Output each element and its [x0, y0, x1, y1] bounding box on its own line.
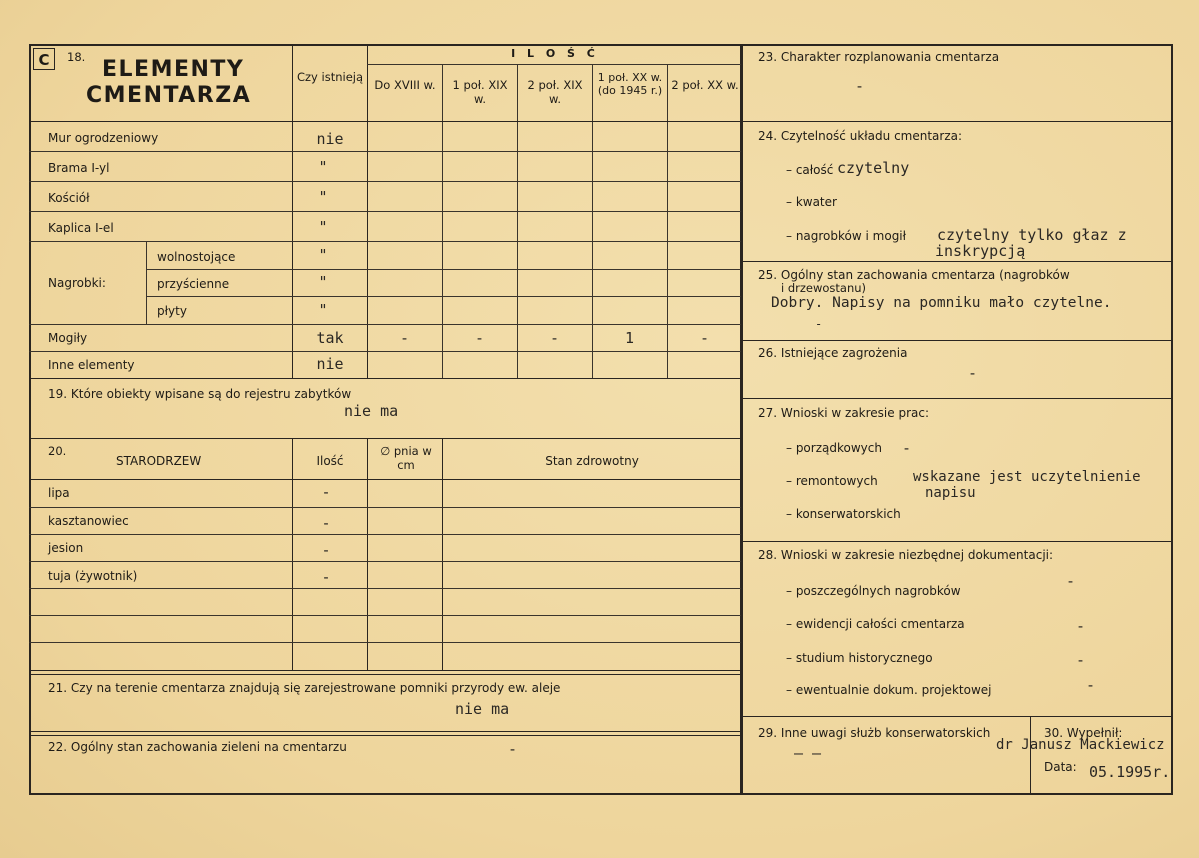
row-label-mur: Mur ogrodzeniowy — [48, 131, 159, 145]
s20-col-tree: STARODRZEW — [116, 454, 202, 468]
tree-count-jesion: - — [321, 541, 331, 559]
s30-date-label: Data: — [1044, 760, 1077, 774]
s20-col-diam: ∅ pnia w cm — [380, 444, 432, 472]
exists-value-kaplica: " — [318, 218, 328, 236]
exists-value-wolnostojace: " — [318, 246, 328, 264]
tree-count-kasztanowiec: - — [321, 514, 331, 532]
mogily-qty-1: - — [474, 329, 485, 347]
row-label-plyty: płyty — [157, 304, 187, 318]
mogily-qty-3: 1 — [624, 329, 635, 347]
exists-value-kosciol: " — [318, 188, 328, 206]
s25-value: Dobry. Napisy na pomniku mało czytelne. — [771, 295, 1112, 311]
s26-value: - — [968, 364, 978, 382]
period-header-0: Do XVIII w. — [374, 78, 436, 92]
s28-item-0-label: – poszczególnych nagrobków — [786, 584, 961, 598]
mogily-qty-0: - — [399, 329, 410, 347]
s24-nagrobkow-label: – nagrobków i mogił — [786, 229, 907, 243]
row-label-mogily: Mogiły — [48, 331, 88, 345]
s24-nagrobkow-value2: inskrypcją — [935, 242, 1026, 260]
exists-value-brama: " — [318, 158, 328, 176]
s19-value: nie ma — [344, 402, 399, 420]
s22-label: 22. Ogólny stan zachowania zieleni na cmentarzu — [48, 740, 347, 754]
mogily-qty-2: - — [549, 329, 560, 347]
s21-label: 21. Czy na terenie cmentarza znajdują się zarejestrowane pomniki przyrody ew. aleje — [48, 681, 561, 695]
tree-lipa: lipa — [48, 486, 70, 500]
s27-rem-value-1: wskazane jest uczytelnienie — [913, 469, 1141, 485]
s18-title-line1: ELEMENTY — [102, 57, 245, 82]
s25-label-1: 25. Ogólny stan zachowania cmentarza (nagrobków — [758, 268, 1070, 282]
s28-item-1-label: – ewidencji całości cmentarza — [786, 617, 965, 631]
exists-value-plyty: " — [318, 301, 328, 319]
tree-tuja: tuja (żywotnik) — [48, 569, 138, 583]
s30-name: dr Janusz Mackiewicz — [996, 737, 1165, 753]
s19-label: 19. Które obiekty wpisane są do rejestru zabytków — [48, 387, 352, 401]
s28-item-1-value: - — [1076, 617, 1086, 635]
period-header-4: 2 poł. XX w. — [671, 78, 739, 92]
row-label-brama: Brama I-yl — [48, 161, 110, 175]
s21-value: nie ma — [455, 700, 510, 718]
s28-item-2-label: – studium historycznego — [786, 651, 933, 665]
s28-item-3-value: - — [1086, 676, 1096, 694]
row-label-przyscienne: przyścienne — [157, 277, 230, 291]
s27-kons-label: – konserwatorskich — [786, 507, 901, 521]
tree-jesion: jesion — [48, 541, 84, 555]
mogily-qty-4: - — [699, 329, 710, 347]
s24-label: 24. Czytelność układu cmentarza: — [758, 129, 963, 143]
col-exists-header: Czy istnieją — [296, 70, 364, 84]
s23-value: - — [855, 77, 865, 95]
s25-value2: - — [815, 317, 823, 331]
s28-item-2-value: - — [1076, 651, 1086, 669]
s20-col-health: Stan zdrowotny — [545, 454, 639, 468]
period-header-2: 2 poł. XIX w. — [527, 78, 583, 106]
s24-calosc-label: – całość — [786, 163, 834, 177]
period-header-3: 1 poł. XX w. (do 1945 r.) — [597, 71, 663, 97]
s29-label: 29. Inne uwagi służb konserwatorskich — [758, 726, 991, 740]
nagrobki-label: Nagrobki: — [48, 276, 106, 290]
s28-item-0-value: - — [1066, 572, 1076, 590]
s24-kwater-label: – kwater — [786, 195, 837, 209]
section-label: C — [33, 48, 55, 70]
s28-label: 28. Wnioski w zakresie niezbędnej dokumentacji: — [758, 548, 1054, 562]
row-label-wolnostojace: wolnostojące — [157, 250, 236, 264]
s18-title-line2: CMENTARZA — [86, 83, 252, 108]
s27-label: 27. Wnioski w zakresie prac: — [758, 406, 930, 420]
period-header-1: 1 poł. XIX w. — [452, 78, 508, 106]
s23-label: 23. Charakter rozplanowania cmentarza — [758, 50, 1000, 64]
s27-rem-label: – remontowych — [786, 474, 878, 488]
s27-rem-value-2: napisu — [925, 485, 976, 501]
row-label-kaplica: Kaplica I-el — [48, 221, 114, 235]
s30-label: 30. Wypełnił: — [1044, 726, 1123, 740]
exists-value-przyscienne: " — [318, 273, 328, 291]
s29-value: – – — [794, 744, 822, 762]
s20-number: 20. — [48, 444, 67, 458]
exists-value-mur: nie — [316, 130, 344, 148]
tree-kasztanowiec: kasztanowiec — [48, 514, 129, 528]
s28-item-3-label: – ewentualnie dokum. projektowej — [786, 683, 992, 697]
s25-label-2: i drzewostanu) — [781, 281, 867, 295]
s30-date-value: 05.1995r. — [1089, 763, 1171, 781]
s18-number: 18. — [67, 50, 86, 64]
row-label-inne: Inne elementy — [48, 358, 135, 372]
s20-col-count: Ilość — [316, 454, 344, 468]
s27-porz-value: - — [902, 439, 912, 457]
exists-value-mogily: tak — [316, 329, 344, 347]
tree-count-tuja: - — [321, 568, 331, 586]
s24-nagrobkow-value: czytelny tylko głaz z — [937, 226, 1127, 244]
exists-value-inne: nie — [316, 355, 344, 373]
col-ilosc-header: I L O Ś Ć — [511, 47, 599, 60]
s27-porz-label: – porządkowych — [786, 441, 882, 455]
s22-value: - — [508, 740, 518, 758]
row-label-kosciol: Kościół — [48, 191, 90, 205]
s26-label: 26. Istniejące zagrożenia — [758, 346, 908, 360]
tree-count-lipa: - — [321, 483, 331, 501]
s24-calosc-value: czytelny — [837, 159, 910, 177]
